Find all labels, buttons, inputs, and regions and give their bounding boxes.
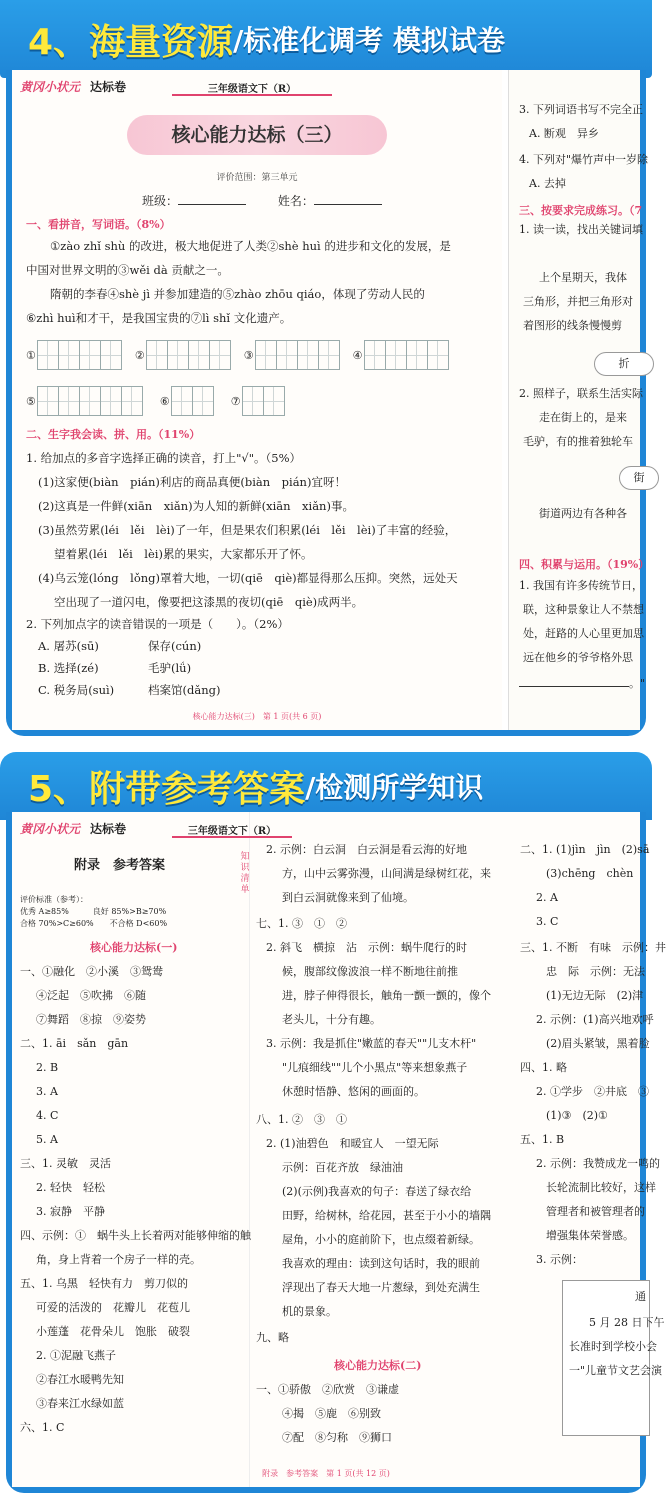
text-line: ①zào zhǐ shù 的改进，极大地促进了人类②shè huì 的进步和文化的发展，是 — [50, 239, 451, 253]
answer-line: ②春江水暖鸭先知 — [36, 1373, 124, 1386]
answer-line: (2)眉头紧皱，黑着脸 — [546, 1037, 650, 1050]
answer-line: 浮现出了春天大地一片葱绿，到处充满生 — [282, 1281, 480, 1294]
writing-cell — [100, 340, 122, 370]
class-blank — [178, 204, 246, 205]
banner-highlight: 海量资源 — [89, 21, 234, 63]
option-a: A. 屠苏(sū) — [38, 639, 99, 653]
writing-cell — [209, 340, 231, 370]
banner-answers — [0, 752, 652, 820]
knowledge-tag: 知识清单 — [240, 852, 250, 895]
answer-line: 候，腹部纹像波浪一样不断地往前推 — [282, 965, 458, 978]
writing-cell — [100, 386, 122, 416]
writing-cell — [406, 340, 428, 370]
answer-line: 二、1. (1)jìn jìn (2)sā — [520, 843, 650, 856]
text-line: (3)虽然劳累(léi lěi lèi)了一年，但是果农们积累(léi lěi lèi)了丰富的经验， — [38, 523, 457, 537]
answer-line: 我喜欢的理由：读到这句话时，我的眼前 — [282, 1257, 480, 1270]
answer-line: (3)chēng chèn — [546, 867, 634, 880]
answer-blank — [519, 686, 629, 687]
exam-title: 核心能力达标（三） — [127, 115, 387, 155]
answer-line: (1)③ (2)① — [546, 1109, 608, 1122]
answer-line: 老头儿，十分有趣。 — [282, 1013, 381, 1026]
answer-line: ③春来江水绿如蓝 — [36, 1397, 124, 1410]
answer-line: 屋角，小小的庭前阶下，也点缀着新绿。 — [282, 1233, 480, 1246]
text-line: 4. 下列对"爆竹声中一岁除 — [519, 153, 649, 166]
criteria-line: 合格 70%>C≥60% 不合格 D<60% — [20, 919, 168, 928]
text-line: 1. 我国有许多传统节日， — [519, 579, 643, 592]
question-1: 1. 给加点的多音字选择正确的读音，打上"√"。（5%） — [26, 451, 302, 465]
answer-line: ⑦配 ⑧匀称 ⑨狮口 — [282, 1431, 392, 1444]
exam-page-left — [12, 70, 502, 730]
writing-cell — [121, 386, 143, 416]
name-label: 姓名： — [277, 194, 314, 208]
sample-frame — [6, 70, 650, 736]
criteria-line: 优秀 A≥85% 良好 85%>B≥70% — [20, 907, 167, 916]
box-group-label: ⑤ — [26, 394, 36, 408]
banner-number: 5、 — [28, 768, 90, 810]
grade-label: 三年级语文下（R） — [172, 822, 292, 838]
answer-line: 5. A — [36, 1133, 58, 1146]
answer-line: 示例：百花齐放 绿油油 — [282, 1161, 403, 1174]
writing-cell — [318, 340, 340, 370]
brand-logo: 黄冈小状元 — [20, 822, 81, 836]
notice-box — [562, 1280, 665, 1436]
writing-cell — [364, 340, 386, 370]
text-line: 三角形，并把三角形对 — [523, 295, 633, 308]
writing-cell — [297, 340, 319, 370]
banner-resources — [0, 0, 652, 78]
answer-line: 2. (1)油碧色 和暖宜人 一望无际 — [266, 1137, 439, 1150]
answer-line: 2. ①泥融飞燕子 — [36, 1349, 116, 1362]
answer-line: 长轮流制比较好，这样 — [546, 1181, 656, 1194]
text-line: 上个星期天，我体 — [539, 271, 627, 284]
answer-line: 四、1. 略 — [520, 1061, 567, 1074]
answer-line: 2. ①学步 ②井底 ③ — [536, 1085, 649, 1098]
writing-cell — [37, 386, 59, 416]
answer-line: 一、①骄傲 ②欣赏 ③谦虚 — [256, 1383, 399, 1396]
writing-cell — [427, 340, 449, 370]
answer-line: 五、1. 乌黑 轻快有力 剪刀似的 — [20, 1277, 188, 1290]
answer-line: (1)无边无际 (2)津 — [546, 989, 644, 1002]
text-line: (1)这家便(biàn pián)利店的商品真便(biàn pián)宜呀！ — [38, 475, 346, 489]
writing-cell — [192, 386, 214, 416]
text-line: 空出现了一道闪电，像要把这漆黑的夜切(qiē qiè)成两半。 — [54, 595, 364, 609]
option-b2: 毛驴(lǘ) — [148, 661, 192, 675]
section-3-title: 三、按要求完成练习。（7 — [519, 204, 643, 217]
box-group-label: ④ — [352, 348, 363, 362]
box-group — [160, 386, 213, 416]
banner-rest: /标准化调考 模拟试卷 — [233, 24, 506, 57]
text-line: 望着累(léi lěi lèi)累的果实，大家都乐开了怀。 — [54, 547, 313, 561]
writing-cell — [188, 340, 210, 370]
answer-line: 2. 示例：(1)高兴地欢呼 — [536, 1013, 654, 1026]
text-line: (2)这真是一件鲜(xiān xiǎn)为人知的新鲜(xiān xiǎn)事。 — [38, 499, 354, 513]
box-group-label: ⑦ — [230, 394, 241, 408]
text-line: 毛驴，有的推着独轮车 — [523, 435, 633, 448]
fold-keyword-box: 折 — [594, 352, 654, 376]
class-label: 班级： — [142, 194, 179, 208]
answer-line: 三、1. 不断 有味 示例：井 — [520, 941, 666, 954]
writing-cell — [146, 340, 168, 370]
criteria-title: 评价标准（参考）： — [20, 895, 88, 904]
text-line: A. 断观 异乡 — [529, 127, 599, 140]
answer-line: 3. 示例： — [536, 1253, 583, 1266]
text-line: (4)乌云笼(lóng lǒng)罩着大地，一切(qiē qiè)都显得那么压抑。突然，远处天 — [38, 571, 458, 585]
answer-line: 七、1. ③ ① ② — [256, 917, 347, 930]
answer-line: 3. C — [536, 915, 559, 928]
section-4-title: 四、积累与运用。（19%） — [519, 558, 650, 571]
answer-line: 一、①融化 ②小溪 ③鸳鸯 — [20, 965, 163, 978]
page-footer: 附录 参考答案 第 1 页(共 12 页) — [262, 1469, 390, 1478]
answer-line: 2. 示例：白云洞 白云洞是看云海的好地 — [266, 843, 467, 856]
notice-line: 通 — [635, 1290, 646, 1303]
text-line: 着图形的线条慢慢剪 — [523, 319, 622, 332]
text-line: 1. 读一读，找出关键词填 — [519, 223, 643, 236]
writing-cell — [79, 386, 101, 416]
writing-cell — [79, 340, 101, 370]
option-a2: 保存(cún) — [148, 639, 202, 653]
brand-logo: 黄冈小状元 — [20, 80, 81, 94]
answer-heading-1: 核心能力达标(一) — [90, 941, 178, 954]
answer-column-2 — [256, 812, 514, 1487]
text-line: 联，这种景象让人不禁想 — [523, 603, 644, 616]
answer-line: 小莲蓬 花骨朵儿 饱胀 破裂 — [36, 1325, 190, 1338]
answer-line: 九、略 — [256, 1331, 289, 1344]
box-group — [135, 340, 230, 370]
writing-cell — [167, 340, 189, 370]
answer-line: "儿痕细线""儿个小黑点"等来想象燕子 — [282, 1061, 468, 1074]
answer-line: 3. 寂静 平静 — [36, 1205, 105, 1218]
page-header — [20, 78, 126, 95]
answer-line: ④揭 ⑤鹿 ⑥别致 — [282, 1407, 381, 1420]
banner-highlight: 附带参考答案 — [89, 768, 306, 810]
text-line: ⑥zhì huì和才干，是我国宝贵的⑦lì shǐ 文化遗产。 — [26, 311, 292, 325]
answer-line: 2. A — [536, 891, 558, 904]
answer-page — [12, 812, 666, 1487]
answer-line: 八、1. ② ③ ① — [256, 1113, 347, 1126]
writing-cell — [263, 386, 285, 416]
answer-line: 进，脖子伸得很长，触角一颤一颤的，像个 — [282, 989, 491, 1002]
answer-line: 4. C — [36, 1109, 59, 1122]
writing-cell — [385, 340, 407, 370]
writing-cell — [58, 386, 80, 416]
answer-line: 三、1. 灵敏 灵活 — [20, 1157, 111, 1170]
box-group-label: ⑥ — [159, 394, 170, 408]
text-line: 。" — [629, 677, 646, 690]
name-blank — [314, 204, 382, 205]
box-group — [26, 340, 121, 370]
answer-line: 2. 轻快 轻松 — [36, 1181, 105, 1194]
answer-line: 休憩时悟静、悠闲的画面的。 — [282, 1085, 425, 1098]
feature-panel-resources — [0, 0, 652, 742]
brand-subtitle: 达标卷 — [90, 822, 127, 836]
writing-cell — [242, 386, 264, 416]
text-line: 远在他乡的爷爷格外思 — [523, 651, 633, 664]
writing-cell — [255, 340, 277, 370]
section-1-title: 一、看拼音，写词语。（8%） — [26, 218, 171, 231]
answer-boxes-row-1 — [26, 340, 454, 370]
banner-rest: /检测所学知识 — [305, 771, 484, 804]
box-group — [231, 386, 284, 416]
answer-line: 增强集体荣誉感。 — [546, 1229, 634, 1242]
exam-scope: 评价范围：第三单元 — [216, 173, 298, 183]
text-line: 街道两边有各种各 — [539, 507, 627, 520]
answer-line: 角，身上背着一个房子一样的壳。 — [36, 1253, 201, 1266]
answer-line: 到白云洞就像来到了仙境。 — [282, 891, 414, 904]
writing-cell — [171, 386, 193, 416]
feature-panel-answers — [0, 752, 666, 1499]
answer-line: 方，山中云雾弥漫，山间满是绿树红花，来 — [282, 867, 491, 880]
answer-line: 机的景象。 — [282, 1305, 337, 1318]
answer-line: 六、1. C — [20, 1421, 65, 1434]
section-2-title: 二、生字我会读、拼、用。（11%） — [26, 428, 201, 441]
box-group — [353, 340, 448, 370]
notice-line: 一"儿童节文艺会演 — [569, 1364, 663, 1377]
box-group-label: ② — [134, 348, 145, 362]
answer-line: 五、1. B — [520, 1133, 565, 1146]
answer-line: 可爱的活泼的 花瓣儿 花苞儿 — [36, 1301, 190, 1314]
text-line: 隋朝的李春④shè jì 并参加建造的⑤zhào zhōu qiáo，体现了劳动人民的 — [50, 287, 425, 301]
box-group-label: ③ — [243, 348, 254, 362]
text-line: 2. 照样子，联系生活实际 — [519, 387, 643, 400]
page-header — [20, 820, 126, 837]
answer-line: 四、示例：① 蜗牛头上长着两对能够伸缩的触 — [20, 1229, 251, 1242]
banner-number: 4、 — [28, 21, 90, 63]
answer-line: 2. 斜飞 横掠 沾 示例：蜗牛爬行的时 — [266, 941, 467, 954]
brand-subtitle: 达标卷 — [90, 80, 127, 94]
grade-label: 三年级语文下（R） — [172, 80, 332, 96]
box-group — [244, 340, 339, 370]
writing-cell — [276, 340, 298, 370]
answer-line: 2. B — [36, 1061, 59, 1074]
answer-line: 3. A — [36, 1085, 58, 1098]
text-line: 3. 下列词语书写不完全正 — [519, 103, 643, 116]
option-c2: 档案馆(dǎng) — [148, 683, 221, 697]
answer-heading-2: 核心能力达标(二) — [334, 1359, 422, 1372]
exam-page-right — [508, 70, 650, 730]
option-c: C. 税务局(suì) — [38, 683, 115, 697]
option-b: B. 选择(zé) — [38, 661, 99, 675]
page-footer: 核心能力达标(三) 第 1 页(共 6 页) — [192, 712, 322, 721]
answer-column-3 — [520, 812, 666, 1487]
text-line: 走在街上的，是来 — [539, 411, 627, 424]
answer-line: 管理者和被管理者的 — [546, 1205, 645, 1218]
notice-line: 5 月 28 日下午 — [589, 1316, 665, 1329]
answer-line: ⑦舞蹈 ⑧掠 ⑨姿势 — [36, 1013, 146, 1026]
answer-line: 忠 际 示例：无法 — [546, 965, 645, 978]
question-2: 2. 下列加点字的读音错误的一项是（ ）。（2%） — [26, 617, 289, 631]
answer-boxes-row-2 — [26, 386, 294, 416]
notice-line: 长准时到学校小会 — [569, 1340, 657, 1353]
box-group-label: ① — [26, 348, 36, 362]
answer-line: 二、1. āi sǎn gān — [20, 1037, 129, 1050]
text-line: 处，赶路的人心里更加思 — [523, 627, 644, 640]
box-group — [26, 386, 142, 416]
answer-frame — [6, 812, 666, 1493]
answer-line: 2. 示例：我赞成龙一鸣的 — [536, 1157, 660, 1170]
answer-line: 田野，给树林，给花园，甚至于小小的墙隅 — [282, 1209, 491, 1222]
answer-line: 3. 示例：我是抓住"嫩蓝的春天""儿支木杆" — [266, 1037, 477, 1050]
writing-cell — [58, 340, 80, 370]
text-line: A. 去掉 — [529, 177, 566, 190]
street-keyword-box: 街 — [619, 466, 659, 490]
text-line: 中国对世界文明的③wěi dà 贡献之一。 — [26, 263, 229, 277]
class-name-line — [142, 192, 410, 209]
answer-line: ④泛起 ⑤吹拂 ⑥随 — [36, 989, 146, 1002]
appendix-title: 附录 参考答案 — [74, 858, 166, 873]
writing-cell — [37, 340, 59, 370]
answer-line: (2)(示例)我喜欢的句子：春送了绿衣给 — [282, 1185, 472, 1198]
